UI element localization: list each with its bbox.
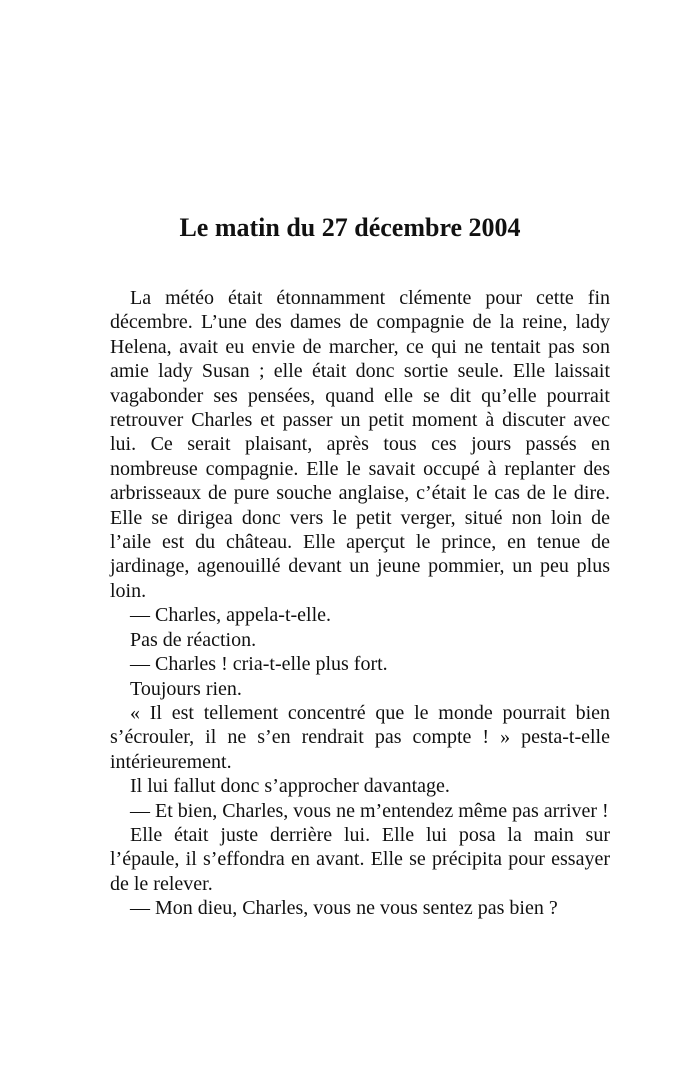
chapter-title: Le matin du 27 décembre 2004: [179, 213, 521, 242]
paragraph-narration-4: Elle était juste derrière lui. Elle lui posa la main sur l’épaule, il s’effondra en avant. Elle se précipita pour essayer de le relever.: [110, 823, 610, 895]
paragraph-narration-3: Il lui fallut donc s’approcher davantage.: [130, 775, 450, 798]
paragraph-narration-1: Pas de réaction.: [130, 628, 257, 651]
paragraph-dialogue-4: — Mon dieu, Charles, vous ne vous sentez pas bien ?: [130, 897, 558, 920]
paragraph-narration-2: Toujours rien.: [130, 677, 242, 700]
paragraph-dialogue-2: — Charles ! cria-t-elle plus fort.: [130, 653, 388, 676]
paragraph-dialogue-3: — Et bien, Charles, vous ne m’entendez même pas arriver !: [130, 799, 609, 822]
chapter-text: [110, 286, 610, 921]
paragraph-opening: La météo était étonnamment clémente pour cette fin décembre. L’une des dames de compagnie de la reine, lady Helena, avait eu envie de marcher, ce qui ne tentait pas son amie lady Susan ; elle était donc sortie seule. Elle laissait vagabonder ses pensées, quand elle se dit qu’elle pourrait retrouver Charles et passer un petit moment à discuter avec lui. Ce serait plaisant, après tous ces jours passés en nombreuse compagnie. Elle le savait occupé à replanter des arbrisseaux de pure souche anglaise, c’était le cas de le dire. Elle se dirigea donc vers le petit verger, situé non loin de l’aile est du château. Elle aperçut le prince, en tenue de jardinage, agenouillé devant un jeune pommier, un peu plus loin.: [110, 287, 610, 602]
paragraph-thought: « Il est tellement concentré que le monde pourrait bien s’écrouler, il ne s’en rendrait pas compte ! » pesta-t-elle intérieurement.: [110, 701, 610, 773]
paragraph-dialogue-1: — Charles, appela-t-elle.: [130, 604, 332, 627]
